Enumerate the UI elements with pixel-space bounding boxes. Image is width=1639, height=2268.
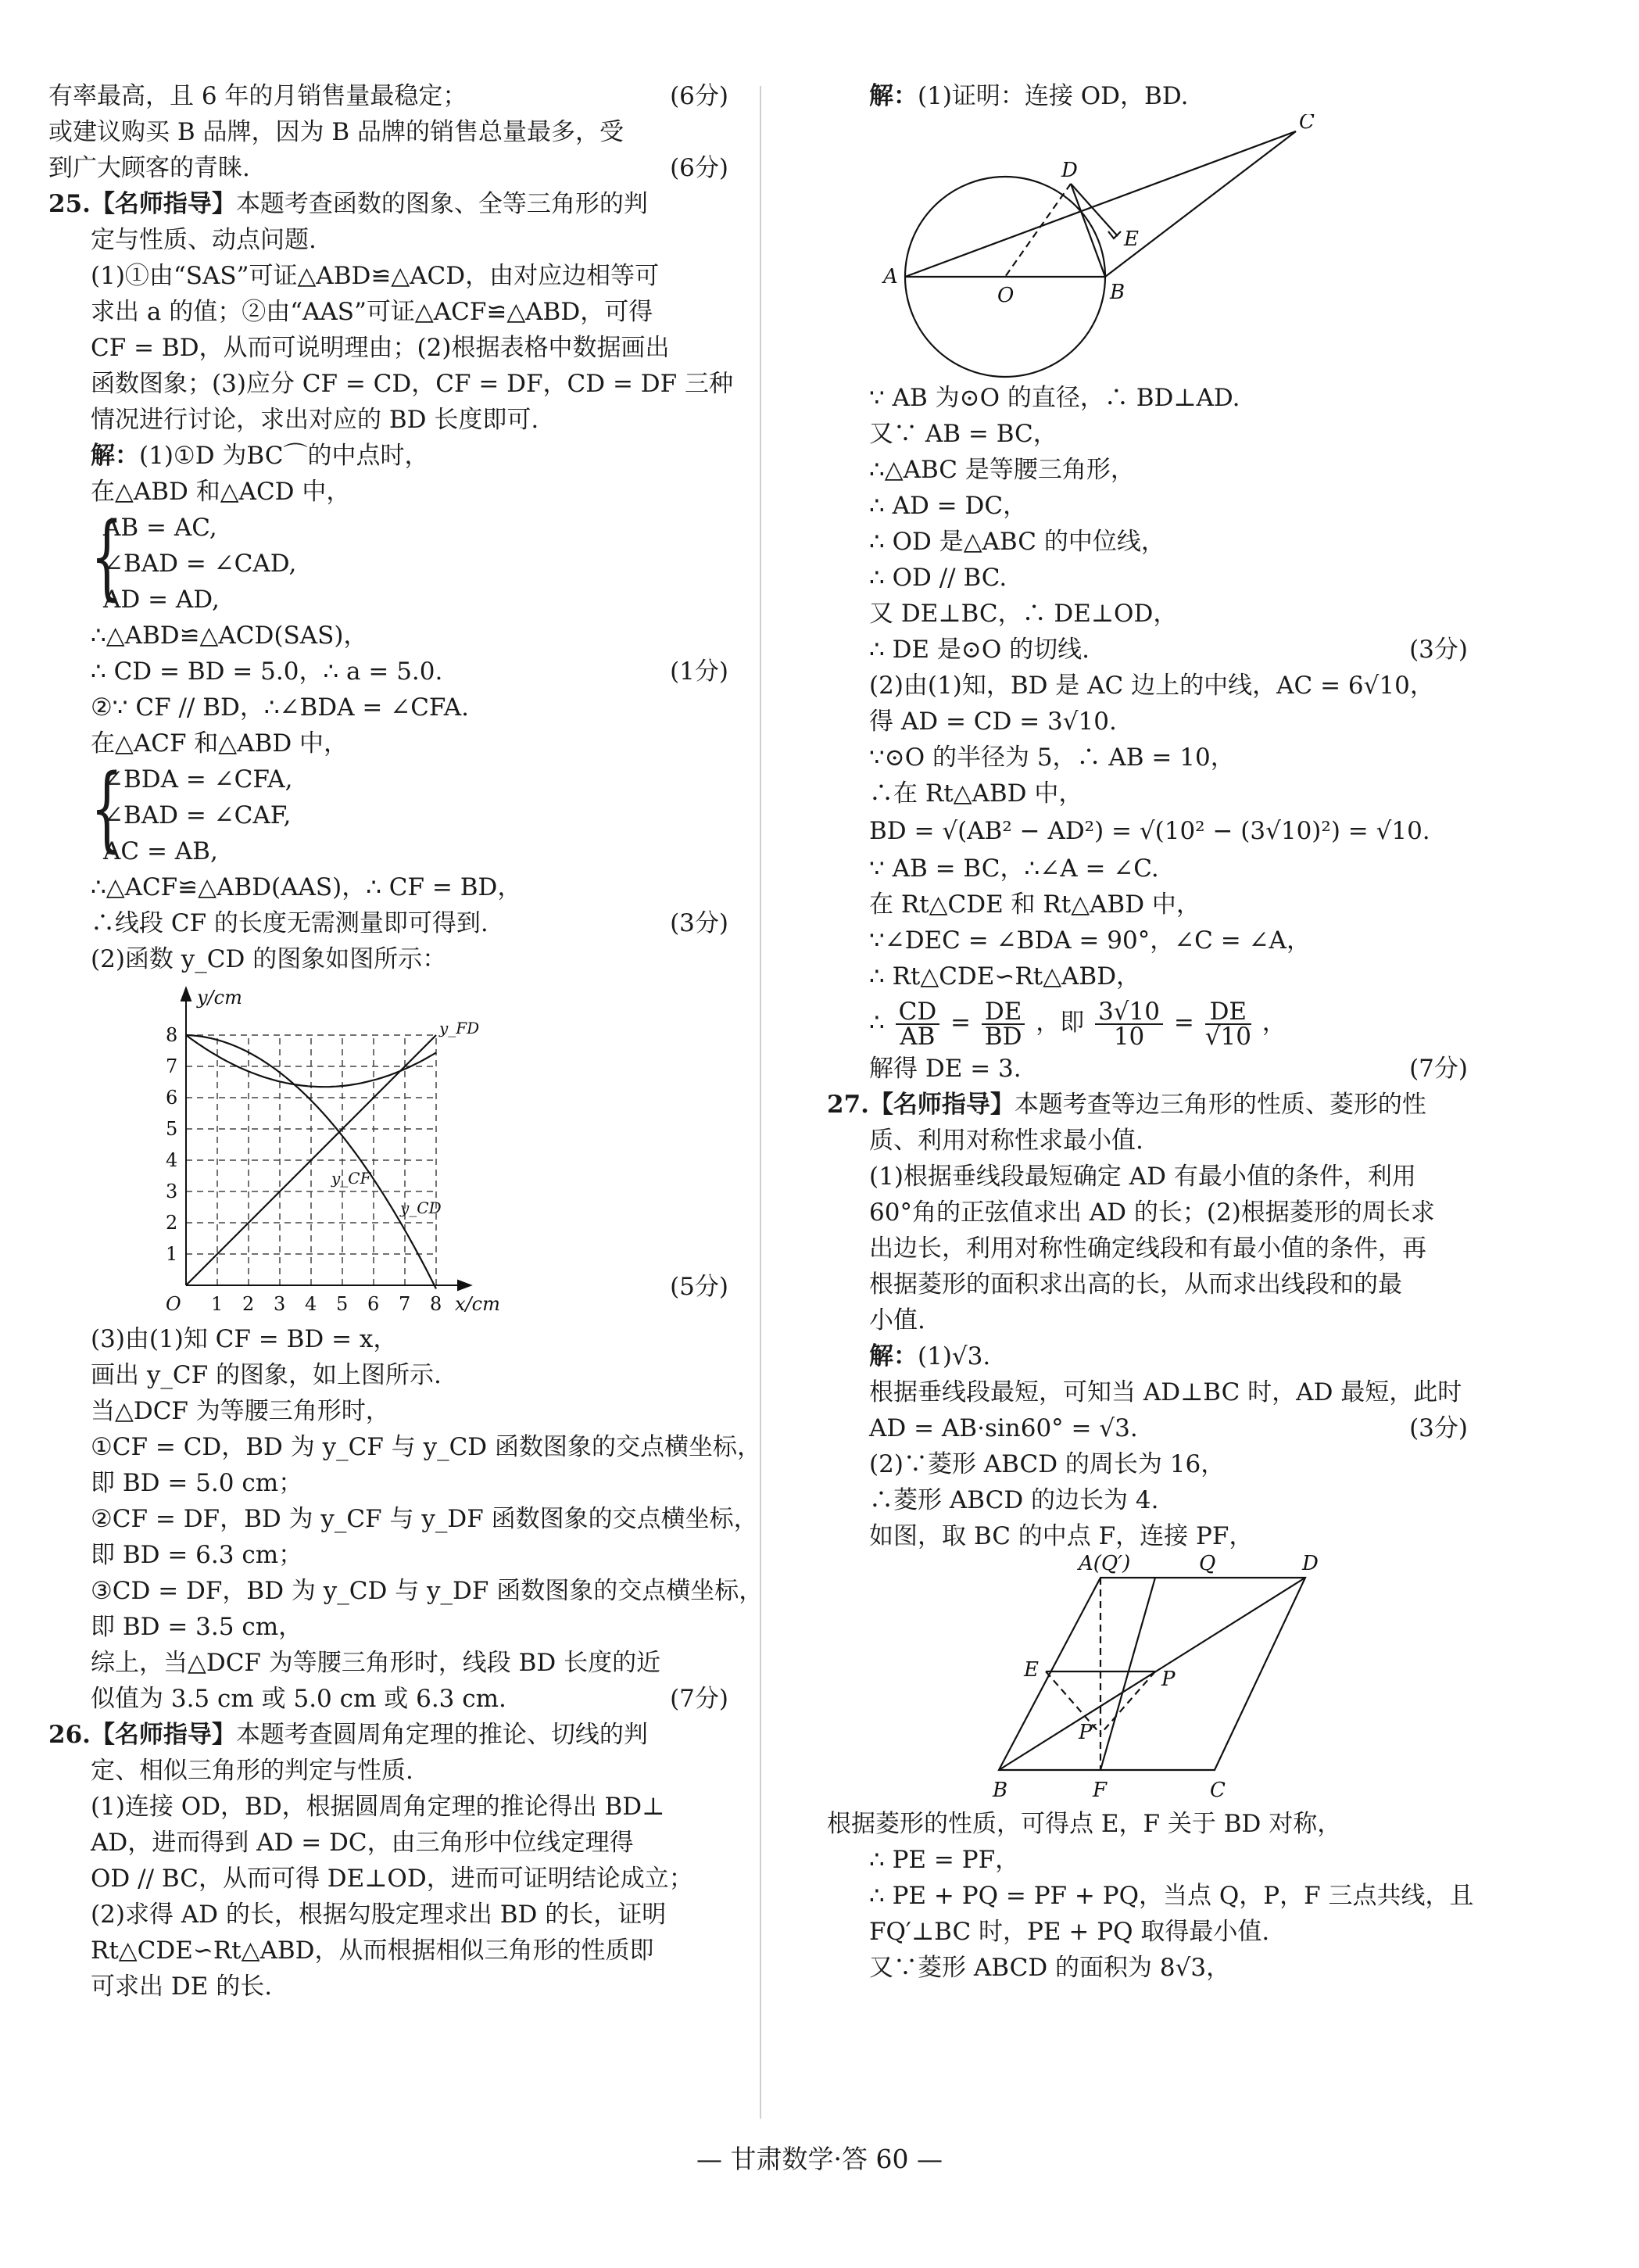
text-line: 或建议购买 B 品牌，因为 B 品牌的销售总量最多，受	[48, 118, 624, 146]
x-tick: 1	[211, 1293, 224, 1315]
function-graph-figure	[48, 977, 728, 1321]
solution-line: ∵ AB 为⊙O 的直径，∴ BD⊥AD.	[869, 384, 1240, 412]
solution-line: ∴线段 CF 的长度无需测量即可得到. (3分)	[48, 905, 728, 941]
curve-label-cf: y_CF	[331, 1169, 371, 1188]
score: (7分)	[1409, 1055, 1468, 1083]
solution-line: 解得 DE = 3. (7分)	[827, 1051, 1468, 1087]
solution-line: ∴ AD = DC，	[869, 492, 1028, 520]
left-column	[48, 78, 764, 2005]
x-tick: 2	[242, 1293, 255, 1315]
score: (3分)	[1409, 1414, 1468, 1442]
point-label-f: F	[1093, 1779, 1108, 1802]
point-label-o: O	[997, 284, 1015, 307]
circle-figure	[827, 114, 1468, 380]
guide-line: 60°角的正弦值求出 AD 的长；(2)根据菱形的周长求	[869, 1198, 1435, 1227]
x-tick: 6	[367, 1293, 380, 1315]
solution-line: (2)由(1)知，BD 是 AC 边上的中线，AC = 6√10，	[869, 672, 1434, 700]
solution-line: 根据菱形的性质，可得点 E，F 关于 BD 对称，	[827, 1810, 1342, 1838]
y-tick: 4	[166, 1149, 178, 1171]
guide-line: OD // BC，从而可得 DE⊥OD，进而可证明结论成立；	[91, 1865, 693, 1893]
score: (3分)	[670, 909, 728, 937]
solution-line: (2)函数 y_CD 的图象如图所示：	[91, 945, 447, 973]
fraction-line: ∴ $\frac{CD}{AB}$ = $\frac{DE}{BD}$ ，即 $\frac{3√10}{10}$ = $\frac{DE}{√10}$ ，	[869, 997, 1287, 1051]
rhombus-diagram	[827, 1554, 1468, 1806]
solution-line: 当△DCF 为等腰三角形时，	[91, 1397, 390, 1425]
brace-line: ∠BAD = ∠CAF,	[103, 801, 292, 829]
brace-line: ∠BDA = ∠CFA,	[103, 765, 293, 794]
guide-line: AD，进而得到 AD = DC，由三角形中位线定理得	[91, 1829, 634, 1857]
graph-axes	[181, 988, 471, 1290]
solution-line: 似值为 3.5 cm 或 5.0 cm 或 6.3 cm. (7分)	[48, 1681, 728, 1717]
x-tick: 8	[430, 1293, 442, 1315]
solution-line: 又∵菱形 ABCD 的面积为 8√3，	[869, 1954, 1231, 1982]
solution-line: ∴ PE = PF，	[869, 1846, 1020, 1874]
solution-line: (2)∵菱形 ABCD 的周长为 16，	[869, 1450, 1226, 1478]
y-tick: 6	[166, 1087, 178, 1109]
brace-line: AC = AB,	[103, 837, 218, 865]
brace-line: AD = AD,	[103, 586, 220, 614]
guide-line: 定、相似三角形的判定与性质.	[91, 1757, 413, 1785]
solution-line: BD = √(AB² − AD²) = √(10² − (3√10)²) = √10.	[869, 817, 1430, 845]
guide-line: 根据菱形的面积求出高的长，从而求出线段和的最	[869, 1270, 1402, 1299]
fraction: $\frac{CD}{AB}$	[896, 1000, 940, 1048]
x-tick: 5	[336, 1293, 349, 1315]
point-label-p: P	[1161, 1668, 1176, 1691]
point-label-c: C	[1299, 114, 1315, 134]
guide-line: (2)求得 AD 的长，根据勾股定理求出 BD 的长，证明	[91, 1901, 667, 1929]
solution-line: AD = AB·sin60° = √3. (3分)	[827, 1410, 1468, 1446]
curve-label-cd: y_CD	[400, 1198, 442, 1217]
solution-line: 又 DE⊥BC，∴ DE⊥OD，	[869, 600, 1178, 628]
solution-line: 在 Rt△CDE 和 Rt△ABD 中，	[869, 890, 1201, 919]
q27-heading: 27.【名师指导】本题考查等边三角形的性质、菱形的性	[827, 1091, 1426, 1119]
score: (5分)	[670, 1273, 728, 1301]
guide-line: 出边长，利用对称性确定线段和有最小值的条件，再	[869, 1234, 1426, 1263]
solution-line: 得 AD = CD = 3√10.	[869, 708, 1117, 736]
circle-diagram	[827, 114, 1468, 380]
y-tick: 8	[166, 1024, 178, 1046]
solution-line: ②∵ CF // BD，∴∠BDA = ∠CFA.	[91, 693, 469, 722]
solution-line: ③CD = DF，BD 为 y_CD 与 y_DF 函数图象的交点横坐标，	[91, 1577, 764, 1605]
guide-line: 可求出 DE 的长.	[91, 1972, 273, 2001]
solution-line: 即 BD = 3.5 cm，	[91, 1613, 303, 1641]
point-label-a: A	[883, 265, 898, 288]
point-label-q: Q	[1199, 1554, 1216, 1575]
text-line: 有率最高，且 6 年的月销售量最稳定； (6分)	[48, 78, 728, 114]
point-label-e: E	[1124, 228, 1139, 251]
point-label-c: C	[1210, 1779, 1226, 1802]
x-tick: 7	[399, 1293, 411, 1315]
q26-heading: 26.【名师指导】本题考查圆周角定理的推论、切线的判	[48, 1721, 648, 1749]
solution-line: ∴ DE 是⊙O 的切线. (3分)	[827, 632, 1468, 668]
text-line: 到广大顾客的青睐. (6分)	[48, 150, 728, 186]
y-tick: 3	[166, 1181, 178, 1202]
function-graph	[48, 977, 728, 1321]
point-label-d: D	[1061, 159, 1078, 182]
guide-line: Rt△CDE∽Rt△ABD，从而根据相似三角形的性质即	[91, 1937, 654, 1965]
solution-line: ∵ AB = BC，∴∠A = ∠C.	[869, 855, 1159, 883]
brace-icon: {	[91, 754, 123, 862]
solution-line: 如图，取 BC 的中点 F，连接 PF，	[869, 1522, 1254, 1550]
guide-line: 定与性质、动点问题.	[91, 226, 317, 254]
brace-line: AB = AC,	[103, 514, 217, 542]
score: (7分)	[670, 1685, 728, 1713]
solution-line: 综上，当△DCF 为等腰三角形时，线段 BD 长度的近	[91, 1649, 661, 1677]
solution-line: 画出 y_CF 的图象，如上图所示.	[91, 1361, 442, 1389]
guide-line: CF = BD，从而可说明理由；(2)根据表格中数据画出	[91, 334, 670, 362]
rhombus-figure	[827, 1554, 1468, 1806]
solution-line: ∴菱形 ABCD 的边长为 4.	[869, 1486, 1159, 1514]
guide-line: (1)连接 OD，BD，根据圆周角定理的推论得出 BD⊥	[91, 1793, 665, 1821]
solution-line: ∴△ACF≌△ABD(AAS)，∴ CF = BD，	[91, 873, 522, 901]
curve-label-fd: y_FD	[439, 1019, 480, 1037]
origin-label: O	[166, 1293, 181, 1315]
solution-line: 在△ABD 和△ACD 中，	[91, 478, 351, 506]
solution-line: ∴△ABD≌△ACD(SAS)，	[91, 622, 368, 650]
guide-line: (1)①由“SAS”可证△ABD≌△ACD，由对应边相等可	[91, 262, 660, 290]
guide-line: 求出 a 的值；②由“AAS”可证△ACF≌△ABD，可得	[91, 298, 653, 326]
x-tick: 3	[274, 1293, 286, 1315]
point-label-b: B	[1110, 281, 1125, 304]
guide-line: 情况进行讨论，求出对应的 BD 长度即可.	[91, 406, 539, 434]
y-tick: 1	[166, 1243, 178, 1265]
brace-icon: {	[91, 502, 123, 610]
column-divider	[760, 86, 761, 2119]
point-label-e: E	[1024, 1658, 1039, 1682]
y-tick: 2	[166, 1212, 178, 1234]
point-label-d: D	[1302, 1554, 1319, 1575]
solution-line: 解：(1)证明：连接 OD，BD.	[869, 82, 1189, 110]
x-tick: 4	[305, 1293, 317, 1315]
solution-line: ∴ CD = BD = 5.0，∴ a = 5.0. (1分)	[48, 654, 728, 690]
score: (6分)	[670, 154, 728, 182]
solution-line: 解：(1)①D 为BC⌒的中点时，	[91, 442, 429, 470]
page-footer: — 甘肃数学·答 60 —	[696, 2144, 943, 2174]
brace-group	[48, 502, 728, 618]
solution-line: 在△ACF 和△ABD 中，	[91, 729, 349, 758]
solution-line: ∴ Rt△CDE∽Rt△ABD，	[869, 962, 1141, 991]
guide-line: 质、利用对称性求最小值.	[869, 1127, 1143, 1155]
solution-line: ②CF = DF，BD 为 y_CF 与 y_DF 函数图象的交点横坐标，	[91, 1505, 758, 1533]
score: (6分)	[670, 82, 728, 110]
solution-line: ∵⊙O 的半径为 5，∴ AB = 10，	[869, 743, 1235, 772]
solution-line: ∵∠DEC = ∠BDA = 90°，∠C = ∠A，	[869, 926, 1311, 955]
fraction: $\frac{DE}{BD}$	[982, 1000, 1025, 1048]
y-axis-label: y/cm	[197, 987, 242, 1009]
right-column	[827, 78, 1474, 1986]
point-label-b: B	[993, 1779, 1008, 1802]
score: (1分)	[670, 657, 728, 686]
solution-line: 即 BD = 6.3 cm；	[91, 1541, 303, 1569]
y-tick: 5	[166, 1118, 178, 1140]
guide-line: 函数图象；(3)应分 CF = CD，CF = DF，CD = DF 三种	[91, 370, 733, 398]
score: (3分)	[1409, 636, 1468, 664]
solution-line: ①CF = CD，BD 为 y_CF 与 y_CD 函数图象的交点横坐标，	[91, 1433, 762, 1461]
solution-line: ∴ OD // BC.	[869, 564, 1007, 592]
point-label-p-prime: P′	[1079, 1721, 1097, 1744]
solution-line: 根据垂线段最短，可知当 AD⊥BC 时，AD 最短，此时	[869, 1378, 1462, 1406]
solution-line: ∴△ABC 是等腰三角形，	[869, 456, 1135, 484]
guide-line: 小值.	[869, 1306, 925, 1335]
y-tick: 7	[166, 1055, 178, 1077]
solution-line: ∴ PE + PQ = PF + PQ，当点 Q，P，F 三点共线，且	[869, 1882, 1474, 1910]
solution-line: 即 BD = 5.0 cm；	[91, 1469, 303, 1497]
solution-line: FQ′⊥BC 时，PE + PQ 取得最小值.	[869, 1918, 1270, 1946]
solution-line: ∴ OD 是△ABC 的中位线，	[869, 528, 1165, 556]
solution-line: (3)由(1)知 CF = BD = x，	[91, 1325, 398, 1353]
solution-line: ∴在 Rt△ABD 中，	[869, 779, 1083, 808]
guide-line: (1)根据垂线段最短确定 AD 有最小值的条件，利用	[869, 1163, 1416, 1191]
q25-heading: 25.【名师指导】本题考查函数的图象、全等三角形的判	[48, 190, 648, 218]
brace-group	[48, 754, 728, 869]
brace-line: ∠BAD = ∠CAD,	[103, 550, 297, 578]
x-axis-label: x/cm	[455, 1293, 500, 1315]
fraction: $\frac{DE}{√10}$	[1204, 997, 1251, 1051]
solution-line: 又∵ AB = BC，	[869, 420, 1057, 448]
point-label-a: A(Q′)	[1079, 1554, 1131, 1575]
fraction: $\frac{3√10}{10}$	[1095, 1000, 1163, 1048]
solution-line: 解：(1)√3.	[869, 1342, 991, 1370]
